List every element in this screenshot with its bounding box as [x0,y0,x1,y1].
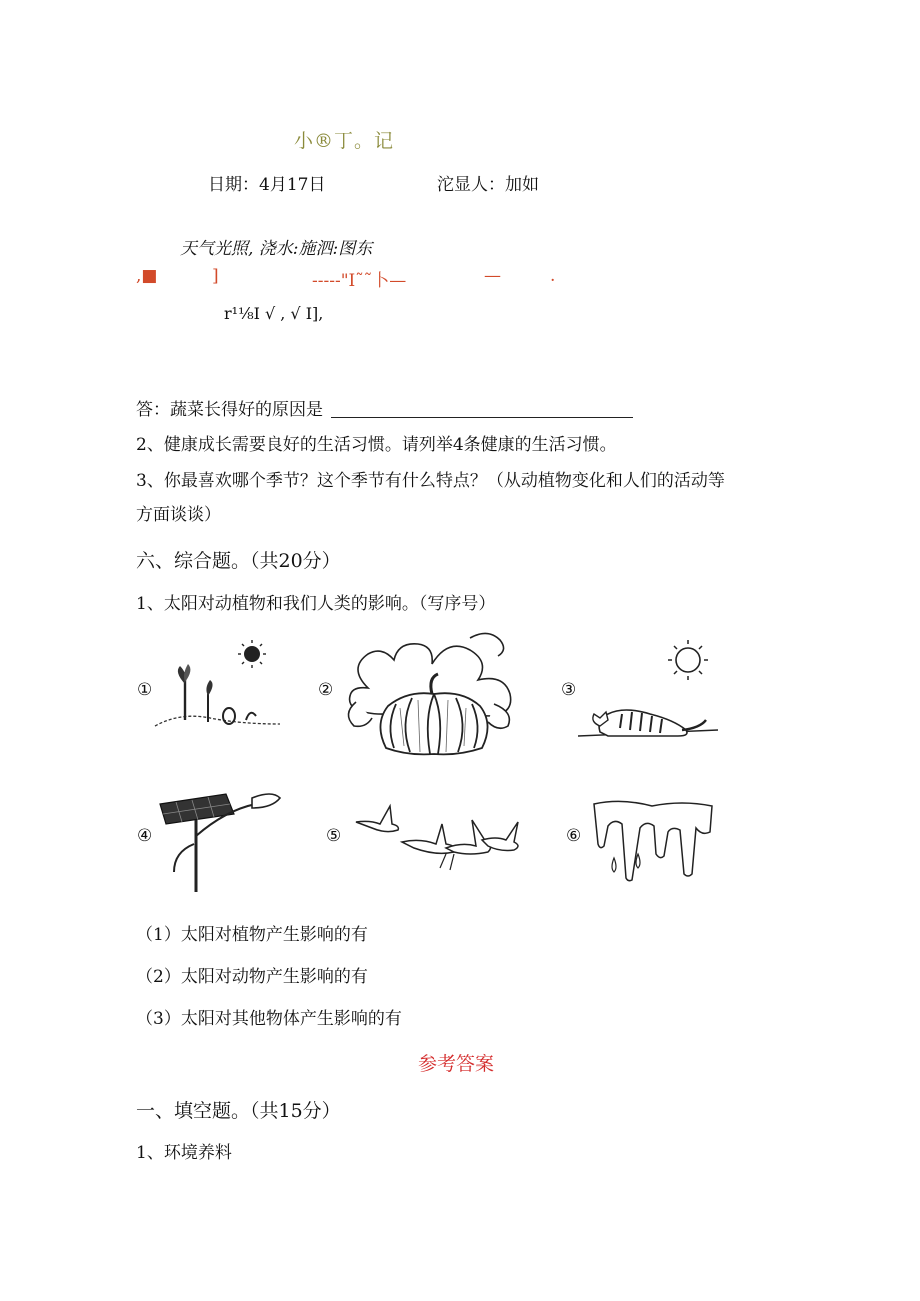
scan-noise-4: — [484,266,501,286]
scan-noise-2: ] [212,266,219,286]
section-6-sub-2: （2）太阳对动物产生影响的有 [136,967,368,987]
figure-label-4: ④ [137,826,153,846]
answer-blank[interactable] [331,401,633,418]
figure-label-2: ② [318,680,334,700]
flying-geese-icon [350,800,525,875]
figure-label-1: ① [137,680,153,700]
scan-noise-1: ,■ [136,266,158,286]
scan-noise-3: -----"I˜˜卜— [312,271,407,291]
figure-label-5: ⑤ [326,826,342,846]
question-reason [136,395,633,420]
diary-date: 日期：4月17日 [208,175,326,195]
solar-street-lamp-icon [156,780,286,895]
figure-label-3: ③ [561,680,577,700]
answer-1: 1、环境养料 [136,1143,232,1163]
answer-section-1-heading: 一、填空题。（共15分） [136,1100,341,1122]
diary-check-marks: r¹⅛I √ , √ I], [224,304,324,323]
sleeping-cat-sun-icon [578,634,723,754]
diary-weather-line: 天气光照, 浇水:施泗:图东 [180,239,373,259]
section-6-sub-3: （3）太阳对其他物体产生影响的有 [136,1009,402,1029]
question-3-line2: 方面谈谈） [136,505,221,525]
melting-icicles-icon [592,796,717,886]
section-6-heading: 六、综合题。（共20分） [136,550,341,572]
pumpkin-icon [338,628,528,758]
diary-title: 小®丁。记 [294,130,395,152]
section-6-question-1: 1、太阳对动植物和我们人类的影响。（写序号） [136,594,496,614]
question-3-line1: 3、你最喜欢哪个季节？这个季节有什么特点？（从动植物变化和人们的活动等 [136,471,725,491]
answer-key-title: 参考答案 [418,1053,495,1075]
scan-noise-5: . [550,266,556,286]
question-2: 2、健康成长需要良好的生活习惯。请列举4条健康的生活习惯。 [136,435,617,455]
diary-recorder: 沱显人：加如 [437,175,539,195]
figure-label-6: ⑥ [566,826,582,846]
section-6-sub-1: （1）太阳对植物产生影响的有 [136,925,368,945]
question-reason-label: 答：蔬菜长得好的原因是 [136,400,323,420]
sprouts-sun-icon [150,636,285,746]
